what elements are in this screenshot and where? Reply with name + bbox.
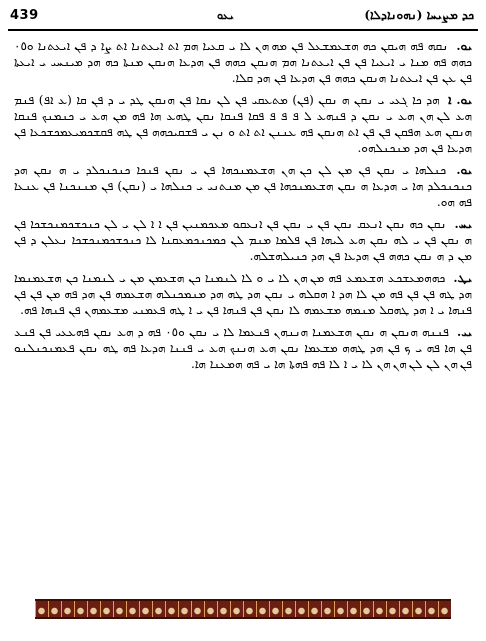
paragraph-text: ܗܕ ܟܐ ܓܥܝ ܝ ܢܩܢ ܗ ܢܩܢ (ܦܢ) ܡܬܥܩܝ ܦܢ ܠܢ ܢܩܐ ܦܢ ܗܢܩܢ ܛܕ ܝ ܕ ܦܢ ܩܐ (ܥ ܐܦ) ܦܢܡ ܗܥ ܠܢ ܗܢ ܗܥ ܝ ܢܩܢ ܕ ܦܢܗܥ ܠ ܦ ܦ ܦ ܦܩܐ ܦܢܩܐ ܢܩܢ ܛܗܥ ܗܐ ܦܗ ܡܢ ܗܥ ܝ ܟܢܡܢܟ ܦܢܩܐ ܗܢܩܢ ܗܥ ܗܦܩܢ ܦܢ ܦܢ ܐܬ ܗܢܩܢ ܦܗ ܥܢܢܢ ܐܬ ܐܬ ܘ ܢܢ ܝ ܦܫܩܝܟܗܗ ܦܢ ܛܗ ܦܩܫܟܡܝܥܡܟܫܟܥܐ ܦܢ ܗܕܥܐ ܦܢ ܗܕ ܡܢܟܢܠܗܘ. [14,93,472,155]
paragraph [14,270,472,318]
paragraph-text: ܦܢܢܗ ܗܢܩܢ ܗ ܢܩܢ ܗܫܥܡܢܐ ܗܢܢܗܢ ܦܢܥܡܐ ܠܐ ܝ ܢܩܢ ܘ٠٥ ܦܗ ܕ ܗܥ ܢܩܢ ܦܗܥܥܝ ܦܢ ܦܢܥ ܦܢ ܗܐ ܦܗ ܝ ܟ ܦܢ ܗܕ ܛܗܗ ܡܫܥܡܐ ܢܩܢ ܗܥ ܗܢܢܟ ܗܥ ܝ ܦܢܢܐ ܗܕܥܐ ܦܗ ܛܗ ܢܩܢ ܦܥܡܢܟܢܠܢܘ ܦܢ ܗܢ ܠܢ ܠܢ ܗܢ ܗܢ ܠܐ ܝ ܐ ܠܐ ܦܗ ܦܗܬܐ ܗܐ ܝ ܦܗ ܗܡܥܢܐ ܗܐ. [14,325,472,371]
paragraph [14,324,472,372]
paragraph-text: ܢܩܗ ܦܗ ܗܝܩܢ ܟܗ ܗܫܥܡܫܥܠ ܦܢ ܡܗ ܗܢ ܠܐ ܝ ܩܥܝܐ ܗܡ ܐܬ ܐܝܥܬܢܐ ܐܬ ܨܐ ܕ ܦܢ ܐܝܥܬܢܐ ܘ٠٥ ܟܗܗ ܦܗ ܡܢܐ ܝ ܐܝܥܝܐ ܦܢ ܦܢ ܐܝܥܬܢܐ ܗܡ ܗܢܩܢ ܟܗܗ ܦܢ ܗܕܥܐ ܗܢܩܢ ܡܢܬܐ ܟܗ ܗܕ ܡܝܢܚܝ ܝ ܐܝܥܬܐ ܦܢ ܥܢ ܦܢ ܐܝܥܬܢܐ ܗܢܩܢ ܟܗܗ ܦܢ ܗܕܥܐ ܦܢ ܗܕ ܩܠܐ. [14,39,472,85]
paragraph [14,92,472,156]
decorative-border [35,599,451,619]
paragraph-text: ܟܢܠܗܐ ܝ ܢܩܢ ܦܢ ܡܢ ܠܢ ܟܢ ܗܢ ܗܫܥܡܢܟܗܐ ܦܢ ܝ ܢܩܢ ܦܢܟܐ ܟܢܟܢܟܠܕ ܝ ܗ ܢܩܢ ܗܕ ܟܢܟܢܟܠܕ ܗܐ ܝ ܗܕܥܐ ܗ ܢܩܢ ܗܫܥܡܢܟܗܐ ܦܢ ܡܢ ܡܢܬܢܝ ܝ ܟܢܠܗܐ ܝ (ܢܩܢ) ܦܢ ܡܢܢܟܢܐ ܦܢ ܥܢܥܐ ܦܗ ܗܘ. [14,163,472,209]
paragraph [14,162,472,210]
page-number: 439 [10,8,39,23]
paragraph [14,216,472,264]
paragraph-text: ܢܩܢ ܟܗ ܢܩܢ ܐܢܥܩ ܢܩܢ ܦܢ ܝ ܢܩܢ ܦܢ ܐܢܥܩܘ ܡܥܟܡܢܝܢ ܦܢ ܐ ܐ ܠܢ ܝ ܠܢ ܟܢܟܫܟܡܢܟܫܟܐ ܦܢ ܗ ܢܩܢ ܦܢ ܝ ܠܗ ܢܩܢ ܗܥ ܠܝܗܐ ܦܢ ܦܠܡܐ ܡܢܡ ܠܢ ܟܡܟܢܟܡܥܩܢܐ ܠܐ ܟܢܟܫܟܡܢܟܫܟܐ ܢܥܠܢ ܕ ܦܢ ܡܢ ܕ ܗ ܢܩܢ ܟܗܗ ܦܢ ܗܕܥܐ ܦܢ ܗܕ ܟܢܝܠܗܫܠܗ. [14,217,472,263]
paragraph-number: ܝܘ. [456,39,472,53]
paragraph-text: ܟܗܗܡܥܫܟܥ ܗܫܥܡܥ ܦܗ ܡܢ ܗܢ ܠܐ ܝ ܘ ܠܐ ܠܢܡܢܐ ܟܢ ܗܫܥܡܢ ܡܢ ܝ ܠܢܡܢܐ ܟܢ ܗܫܥܡܢܡܐ ܗܕ ܛܗ ܦܢ ܦܢ ܦܗ ܡܢ ܠܐ ܗܕ ܐ ܗܩܠܗ ܝ ܢܩܢ ܗܕ ܛܗ ܗܕ ܡܢܡܟܢܠܗ ܗܫܥܡܗ ܦܢ ܗܕ ܦܗ ܡܢ ܦܢ ܦܢ ܦܢܗܐ ܝ ܐ ܗܕ ܛܗܩܠ ܡܢܡܗ ܡܫܥܡܗ ܠܐ ܢܩܢ ܦܢ ܦܢܗܐ ܦܢ ܝ ܐ ܛܗ ܦܥܡܢܝ ܡܫܥܡܗܢ ܦܢ ܦܢܗܐ ܦܗ. [14,271,472,317]
running-title: ܟܕ ܡܨܝܚܐ (ܢܗܘܢܐܕܠܐ) [364,8,474,22]
body-text [14,38,472,378]
paragraph-number: ܝܝ. [457,325,472,339]
header-rule [8,29,478,31]
paragraph [14,38,472,86]
header-center-label: ܝܥܘ [217,9,234,22]
paragraph-number: ܝܚ. [454,217,472,231]
paragraph-number: ܝܛ. [453,271,472,285]
paragraph-number: ܝܘ. [456,163,472,177]
paragraph-number: ܝܘ. ܐ [448,93,472,107]
